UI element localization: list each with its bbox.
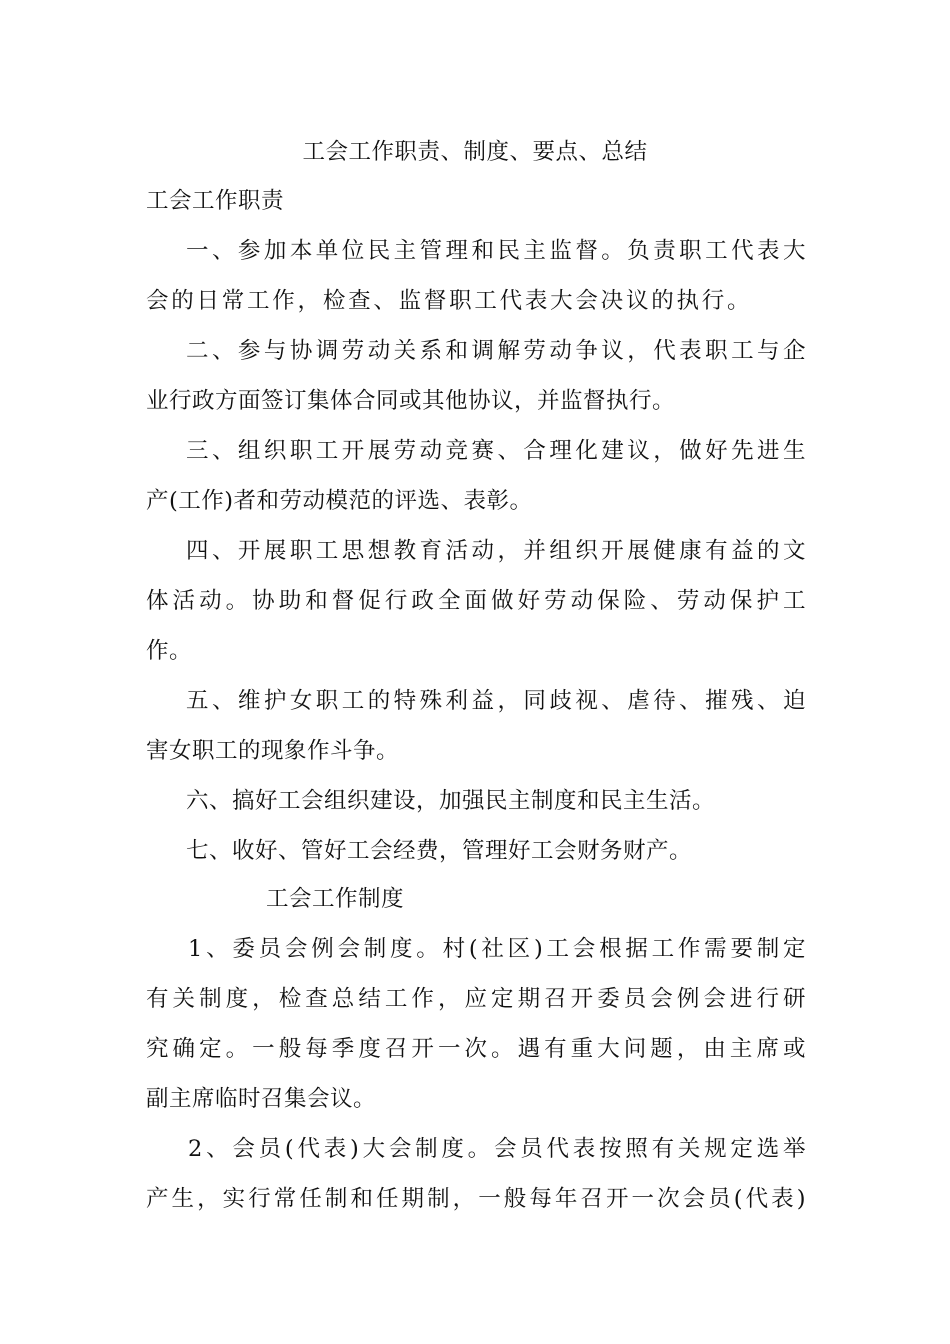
paragraph-line: 产(工作)者和劳动模范的评选、表彰。: [146, 488, 533, 514]
paragraph-line: 2、会员(代表)大会制度。会员代表按照有关规定选举: [188, 1136, 806, 1162]
paragraph-line: 会的日常工作，检查、监督职工代表大会决议的执行。: [146, 288, 750, 314]
paragraph-line: 作。: [146, 638, 193, 664]
paragraph-line: 二、参与协调劳动关系和调解劳动争议，代表职工与企: [186, 338, 806, 364]
paragraph-line: 害女职工的现象作斗争。: [146, 738, 400, 764]
paragraph-line: 有关制度，检查总结工作，应定期召开委员会例会进行研: [146, 986, 806, 1012]
paragraph-line: 体活动。协助和督促行政全面做好劳动保险、劳动保护工: [146, 588, 806, 614]
paragraph-line: 副主席临时召集会议。: [146, 1086, 377, 1112]
paragraph-line: 五、维护女职工的特殊利益，同歧视、虐待、摧残、迫: [186, 688, 806, 714]
paragraph-line: 1、委员会例会制度。村(社区)工会根据工作需要制定: [188, 936, 806, 962]
paragraph-line: 业行政方面签订集体合同或其他协议，并监督执行。: [146, 388, 676, 414]
paragraph-line: 四、开展职工思想教育活动，并组织开展健康有益的文: [186, 538, 806, 564]
section-heading-system: 工会工作制度: [266, 886, 405, 912]
paragraph-line: 三、组织职工开展劳动竞赛、合理化建议，做好先进生: [186, 438, 806, 464]
section-heading-duties: 工会工作职责: [146, 188, 285, 214]
paragraph-line: 六、搞好工会组织建设，加强民主制度和民主生活。: [186, 788, 716, 814]
paragraph-line: 七、收好、管好工会经费，管理好工会财务财产。: [186, 838, 693, 864]
paragraph-line: 一、参加本单位民主管理和民主监督。负责职工代表大: [186, 238, 806, 264]
paragraph-line: 究确定。一般每季度召开一次。遇有重大问题，由主席或: [146, 1036, 806, 1062]
paragraph-line: 产生，实行常任制和任期制，一般每年召开一次会员(代表): [146, 1186, 806, 1212]
document-title: 工会工作职责、制度、要点、总结: [302, 139, 648, 165]
